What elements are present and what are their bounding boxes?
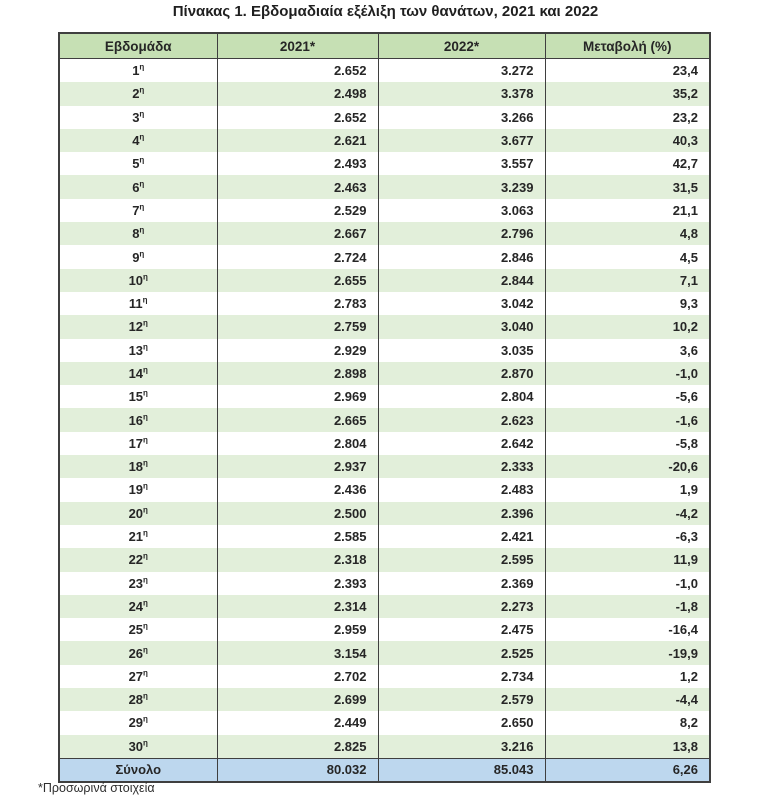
- week-cell: $10^\eta$: [59, 269, 217, 292]
- value-2021-cell: 2.759: [217, 315, 378, 338]
- value-2021-cell: 2.969: [217, 385, 378, 408]
- value-2021-cell: 2.393: [217, 572, 378, 595]
- table-row: [59, 548, 710, 571]
- week-cell: $4^\eta$: [59, 129, 217, 152]
- week-cell: $7^\eta$: [59, 199, 217, 222]
- total-2022-value: 85.043: [378, 758, 545, 782]
- week-ordinal-suffix: η: [143, 458, 148, 468]
- header-change: Μεταβολή (%): [545, 33, 710, 59]
- week-cell: $12^\eta$: [59, 315, 217, 338]
- change-cell: -1,0: [545, 362, 710, 385]
- change-cell: 4,5: [545, 245, 710, 268]
- value-2021-cell: 2.652: [217, 106, 378, 129]
- week-ordinal-suffix: η: [143, 388, 148, 398]
- week-cell: $29^\eta$: [59, 711, 217, 734]
- value-2022-cell: 3.239: [378, 175, 545, 198]
- value-2021-cell: 2.959: [217, 618, 378, 641]
- week-cell: $9^\eta$: [59, 245, 217, 268]
- table-row: [59, 735, 710, 759]
- change-cell: 23,4: [545, 59, 710, 83]
- header-2022: 2022*: [378, 33, 545, 59]
- weekly-deaths-table: [58, 32, 711, 783]
- week-ordinal-suffix: η: [143, 435, 148, 445]
- value-2021-cell: 2.665: [217, 408, 378, 431]
- value-2021-cell: 2.493: [217, 152, 378, 175]
- week-cell: $28^\eta$: [59, 688, 217, 711]
- value-2022-cell: 3.272: [378, 59, 545, 83]
- week-ordinal-suffix: η: [143, 365, 148, 375]
- value-2022-cell: 3.266: [378, 106, 545, 129]
- value-2022-cell: 3.040: [378, 315, 545, 338]
- table-row: [59, 432, 710, 455]
- table-row: [59, 618, 710, 641]
- change-cell: 21,1: [545, 199, 710, 222]
- week-ordinal-suffix: η: [139, 62, 145, 72]
- week-cell: $15^\eta$: [59, 385, 217, 408]
- change-cell: -16,4: [545, 618, 710, 641]
- table-row: [59, 175, 710, 198]
- week-cell: $30^\eta$: [59, 735, 217, 759]
- week-cell: $8^\eta$: [59, 222, 217, 245]
- table-row: [59, 641, 710, 664]
- change-cell: -1,6: [545, 408, 710, 431]
- header-week: Εβδομάδα: [59, 33, 217, 59]
- table-row: [59, 339, 710, 362]
- value-2021-cell: 2.314: [217, 595, 378, 618]
- week-ordinal-suffix: η: [139, 225, 145, 235]
- table-row: [59, 199, 710, 222]
- week-cell: $18^\eta$: [59, 455, 217, 478]
- change-cell: -19,9: [545, 641, 710, 664]
- value-2022-cell: 2.734: [378, 665, 545, 688]
- value-2022-cell: 3.042: [378, 292, 545, 315]
- week-cell: $2^\eta$: [59, 82, 217, 105]
- change-cell: -4,4: [545, 688, 710, 711]
- week-ordinal-suffix: η: [139, 156, 145, 165]
- week-ordinal-suffix: η: [143, 342, 148, 352]
- week-cell: $26^\eta$: [59, 641, 217, 664]
- table-row: [59, 688, 710, 711]
- week-ordinal-suffix: η: [143, 575, 148, 585]
- value-2021-cell: 2.898: [217, 362, 378, 385]
- value-2022-cell: 3.378: [378, 82, 545, 105]
- week-ordinal-suffix: η: [139, 179, 145, 189]
- table-row: [59, 502, 710, 525]
- week-ordinal-suffix: η: [143, 645, 148, 655]
- value-2022-cell: 2.846: [378, 245, 545, 268]
- table-row: [59, 711, 710, 734]
- change-cell: -4,2: [545, 502, 710, 525]
- value-2021-cell: 2.783: [217, 292, 378, 315]
- week-cell: $27^\eta$: [59, 665, 217, 688]
- week-ordinal-suffix: η: [143, 528, 148, 538]
- value-2021-cell: 2.436: [217, 478, 378, 501]
- week-cell: $1^\eta$: [59, 59, 217, 83]
- value-2022-cell: 2.396: [378, 502, 545, 525]
- value-2021-cell: 2.498: [217, 82, 378, 105]
- week-ordinal-suffix: η: [143, 412, 148, 422]
- change-cell: 3,6: [545, 339, 710, 362]
- value-2022-cell: 2.273: [378, 595, 545, 618]
- table-row: [59, 59, 710, 83]
- value-2021-cell: 2.804: [217, 432, 378, 455]
- value-2022-cell: 3.035: [378, 339, 545, 362]
- value-2021-cell: 2.463: [217, 175, 378, 198]
- value-2021-cell: 2.825: [217, 735, 378, 759]
- change-cell: 42,7: [545, 152, 710, 175]
- table-row: [59, 245, 710, 268]
- week-cell: $3^\eta$: [59, 106, 217, 129]
- change-cell: 11,9: [545, 548, 710, 571]
- week-ordinal-suffix: η: [139, 109, 145, 119]
- value-2022-cell: 2.333: [378, 455, 545, 478]
- table-row: [59, 385, 710, 408]
- week-cell: $20^\eta$: [59, 502, 217, 525]
- week-cell: $17^\eta$: [59, 432, 217, 455]
- week-cell: $6^\eta$: [59, 175, 217, 198]
- value-2022-cell: 2.369: [378, 572, 545, 595]
- week-ordinal-suffix: η: [143, 691, 148, 701]
- value-2021-cell: 2.699: [217, 688, 378, 711]
- week-ordinal-suffix: η: [139, 132, 145, 142]
- week-ordinal-suffix: η: [143, 505, 148, 515]
- value-2021-cell: 3.154: [217, 641, 378, 664]
- header-2021: 2021*: [217, 33, 378, 59]
- week-ordinal-suffix: η: [143, 319, 148, 329]
- change-cell: 1,2: [545, 665, 710, 688]
- week-cell: $14^\eta$: [59, 362, 217, 385]
- footnote: *Προσωρινά στοιχεία: [38, 781, 155, 795]
- value-2021-cell: 2.621: [217, 129, 378, 152]
- change-cell: -1,8: [545, 595, 710, 618]
- value-2022-cell: 3.677: [378, 129, 545, 152]
- table-row: [59, 572, 710, 595]
- week-ordinal-suffix: η: [143, 621, 148, 631]
- week-cell: $16^\eta$: [59, 408, 217, 431]
- change-cell: 23,2: [545, 106, 710, 129]
- total-label: Σύνολο: [59, 758, 217, 782]
- value-2022-cell: 2.595: [378, 548, 545, 571]
- week-cell: $21^\eta$: [59, 525, 217, 548]
- week-cell: $19^\eta$: [59, 478, 217, 501]
- value-2021-cell: 2.500: [217, 502, 378, 525]
- table-row: [59, 362, 710, 385]
- week-cell: $13^\eta$: [59, 339, 217, 362]
- week-ordinal-suffix: η: [143, 668, 148, 678]
- change-cell: 9,3: [545, 292, 710, 315]
- table-row: [59, 478, 710, 501]
- value-2022-cell: 3.557: [378, 152, 545, 175]
- page-title: Πίνακας 1. Εβδομαδιαία εξέλιξη των θανάτων, 2021 και 2022: [172, 3, 599, 20]
- value-2022-cell: 2.870: [378, 362, 545, 385]
- table-row: [59, 106, 710, 129]
- table-row: [59, 408, 710, 431]
- week-cell: $24^\eta$: [59, 595, 217, 618]
- header-row: [59, 33, 710, 59]
- value-2022-cell: 2.475: [378, 618, 545, 641]
- value-2021-cell: 2.318: [217, 548, 378, 571]
- week-ordinal-suffix: η: [143, 272, 148, 282]
- table-row: [59, 82, 710, 105]
- change-cell: -5,6: [545, 385, 710, 408]
- week-cell: $11^\eta$: [59, 292, 217, 315]
- value-2022-cell: 3.216: [378, 735, 545, 759]
- change-cell: -1,0: [545, 572, 710, 595]
- week-ordinal-suffix: η: [139, 202, 145, 212]
- change-cell: 4,8: [545, 222, 710, 245]
- value-2022-cell: 2.483: [378, 478, 545, 501]
- change-cell: 35,2: [545, 82, 710, 105]
- value-2022-cell: 3.063: [378, 199, 545, 222]
- value-2022-cell: 2.421: [378, 525, 545, 548]
- change-cell: 8,2: [545, 711, 710, 734]
- table-row: [59, 152, 710, 175]
- week-ordinal-suffix: η: [143, 738, 148, 748]
- table-row: [59, 292, 710, 315]
- value-2021-cell: 2.655: [217, 269, 378, 292]
- table-row: [59, 129, 710, 152]
- table-row: [59, 269, 710, 292]
- total-row: [59, 758, 710, 782]
- week-cell: $25^\eta$: [59, 618, 217, 641]
- week-cell: $5^\eta$: [59, 152, 217, 175]
- value-2021-cell: 2.702: [217, 665, 378, 688]
- value-2021-cell: 2.449: [217, 711, 378, 734]
- value-2022-cell: 2.579: [378, 688, 545, 711]
- total-2021-value: 80.032: [217, 758, 378, 782]
- week-ordinal-suffix: η: [139, 86, 145, 96]
- value-2021-cell: 2.667: [217, 222, 378, 245]
- value-2021-cell: 2.724: [217, 245, 378, 268]
- value-2022-cell: 2.650: [378, 711, 545, 734]
- value-2021-cell: 2.585: [217, 525, 378, 548]
- table-row: [59, 595, 710, 618]
- week-ordinal-suffix: η: [139, 249, 145, 259]
- change-cell: 10,2: [545, 315, 710, 338]
- value-2022-cell: 2.623: [378, 408, 545, 431]
- change-cell: -20,6: [545, 455, 710, 478]
- week-ordinal-suffix: η: [143, 552, 148, 562]
- table-body: [59, 59, 710, 759]
- value-2021-cell: 2.937: [217, 455, 378, 478]
- value-2022-cell: 2.525: [378, 641, 545, 664]
- value-2021-cell: 2.929: [217, 339, 378, 362]
- change-cell: 1,9: [545, 478, 710, 501]
- table-row: [59, 222, 710, 245]
- week-cell: $22^\eta$: [59, 548, 217, 571]
- week-ordinal-suffix: η: [143, 715, 148, 725]
- table-row: [59, 665, 710, 688]
- table-row: [59, 525, 710, 548]
- value-2022-cell: 2.642: [378, 432, 545, 455]
- change-cell: 13,8: [545, 735, 710, 759]
- value-2021-cell: 2.652: [217, 59, 378, 83]
- change-cell: -5,8: [545, 432, 710, 455]
- table-row: [59, 315, 710, 338]
- value-2021-cell: 2.529: [217, 199, 378, 222]
- week-cell: $23^\eta$: [59, 572, 217, 595]
- change-cell: 40,3: [545, 129, 710, 152]
- value-2022-cell: 2.804: [378, 385, 545, 408]
- table-row: [59, 455, 710, 478]
- week-ordinal-suffix: η: [143, 482, 148, 492]
- week-ordinal-suffix: η: [142, 295, 148, 305]
- change-cell: -6,3: [545, 525, 710, 548]
- total-change-value: 6,26: [545, 758, 710, 782]
- change-cell: 31,5: [545, 175, 710, 198]
- week-ordinal-suffix: η: [143, 598, 148, 608]
- value-2022-cell: 2.796: [378, 222, 545, 245]
- value-2022-cell: 2.844: [378, 269, 545, 292]
- change-cell: 7,1: [545, 269, 710, 292]
